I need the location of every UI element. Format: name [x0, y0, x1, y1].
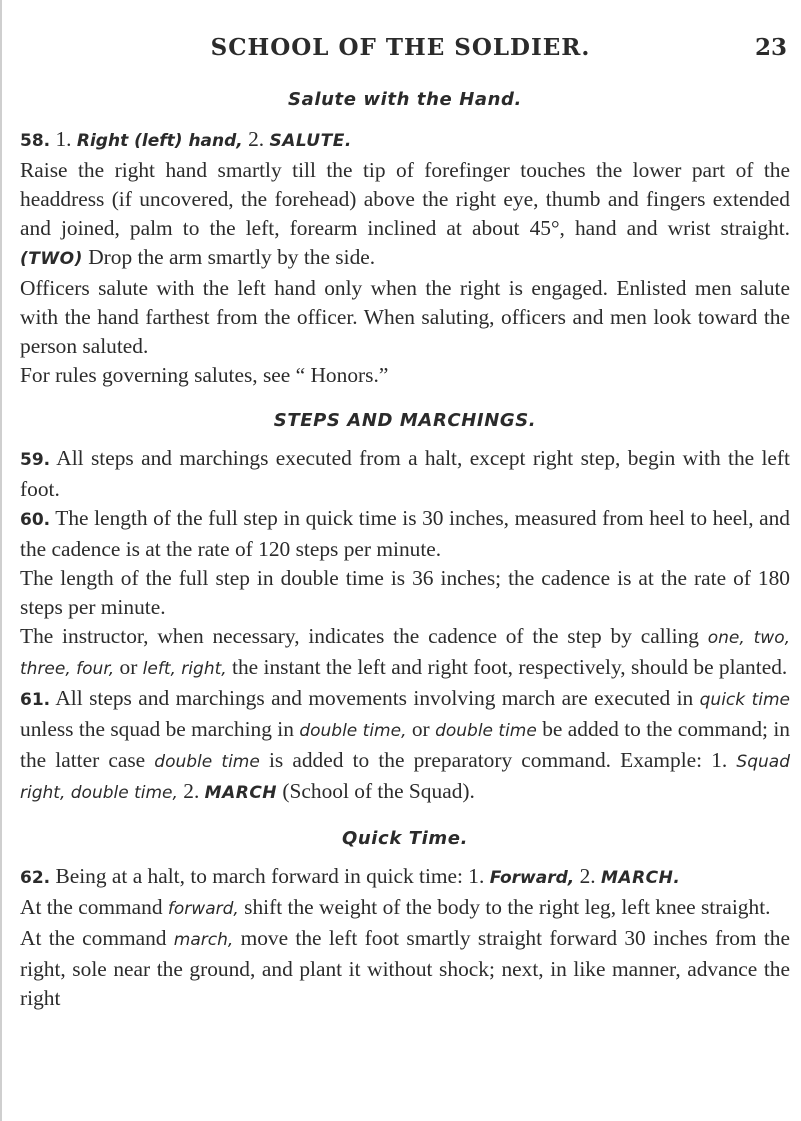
command-text: quick time	[699, 690, 790, 710]
command-text: MARCH	[204, 783, 278, 803]
paragraph-officers: Officers salute with the left hand only when the right is engaged. Enlisted men salute with the hand farthest from the officer. When saluting, officers and men look toward the person saluted.	[20, 276, 790, 358]
text-run: or	[114, 655, 143, 679]
paragraph-forward	[20, 893, 790, 924]
text-run: Raise the right hand smartly till the tip of forefinger touches the lower part of the headdress (if uncovered, the forehead) above the right eye, thumb and fingers extended and joined, palm to the left, forearm inclined at about 45°, hand and wrist straight.	[20, 158, 790, 240]
text-run: At the command	[20, 926, 174, 950]
command-text: double time	[435, 721, 537, 741]
paragraph-58	[20, 125, 790, 274]
text-run: 2.	[574, 864, 601, 888]
command-text: SALUTE.	[269, 131, 352, 151]
command-text: (TWO)	[20, 249, 83, 269]
text-run: 2.	[242, 127, 270, 151]
text-run: At the command	[20, 895, 168, 919]
running-head: SCHOOL OF THE SOLDIER.	[210, 34, 591, 61]
command-text: march,	[173, 930, 234, 950]
command-text: MARCH.	[601, 868, 681, 888]
text-run: be added to the command; in the latter case	[20, 717, 791, 772]
text-run: move the left foot smartly straight forward 30 inches from the right, sole near the ground, and plant it without shock; next, in like manner, advance the right	[20, 926, 790, 1010]
page-edge-shadow	[0, 0, 2, 1121]
text-run: 2.	[177, 779, 205, 803]
paragraph-rules: For rules governing salutes, see “ Honors.”	[20, 363, 389, 387]
text-run: the instant the left and right foot, respectively, should be planted.	[226, 655, 788, 679]
command-text: Forward,	[489, 868, 575, 888]
paragraph-62	[20, 862, 790, 893]
paragraph-59	[20, 444, 790, 504]
section-heading-steps: STEPS AND MARCHINGS.	[273, 410, 537, 431]
command-text: left, right,	[142, 659, 227, 679]
paragraph-number: 58.	[20, 131, 51, 151]
section-heading-salute: Salute with the Hand.	[288, 89, 522, 110]
text-run: 1.	[50, 127, 77, 151]
text-run: (School of the Squad).	[277, 779, 475, 803]
page-header	[0, 16, 801, 61]
paragraph-instructor	[20, 622, 790, 684]
paragraph-number: 62.	[20, 868, 51, 888]
text-run: unless the squad be marching in	[20, 717, 300, 741]
paragraph-number: 60.	[20, 510, 51, 530]
paragraph-double-time: The length of the full step in double time is 36 inches; the cadence is at the rate of 180 steps per minute.	[20, 566, 790, 619]
paragraph-60	[20, 504, 790, 564]
page-number: 23	[754, 34, 787, 61]
paragraph-number: 61.	[20, 690, 51, 710]
body-text	[20, 85, 790, 1013]
text-run: is added to the preparatory command. Example: 1.	[259, 748, 737, 772]
command-text: double time,	[299, 721, 407, 741]
paragraph-march	[20, 924, 790, 1013]
text-run: All steps and marchings and movements involving march are executed in	[50, 686, 700, 710]
command-text: double time	[154, 752, 260, 772]
paragraph-61	[20, 684, 790, 808]
text-run: The length of the full step in quick time is 30 inches, measured from heel to heel, and the cadence is at the rate of 120 steps per minute.	[20, 506, 790, 561]
command-text: one, two, three, four,	[20, 628, 790, 679]
text-run: Being at a halt, to march forward in quick time: 1.	[50, 864, 490, 888]
paragraph-number: 59.	[20, 450, 51, 470]
section-heading-quick-time: Quick Time.	[341, 828, 469, 849]
command-text: forward,	[167, 899, 239, 919]
text-run: or	[406, 717, 436, 741]
text-run: All steps and marchings executed from a halt, except right step, begin with the left foot.	[20, 446, 790, 501]
command-text: Squad right, double time,	[20, 752, 790, 803]
text-run: shift the weight of the body to the right leg, left knee straight.	[238, 895, 771, 919]
command-text: Right (left) hand,	[76, 131, 243, 151]
text-run: Drop the arm smartly by the side.	[82, 245, 376, 269]
text-run: The instructor, when necessary, indicates the cadence of the step by calling	[20, 624, 708, 648]
